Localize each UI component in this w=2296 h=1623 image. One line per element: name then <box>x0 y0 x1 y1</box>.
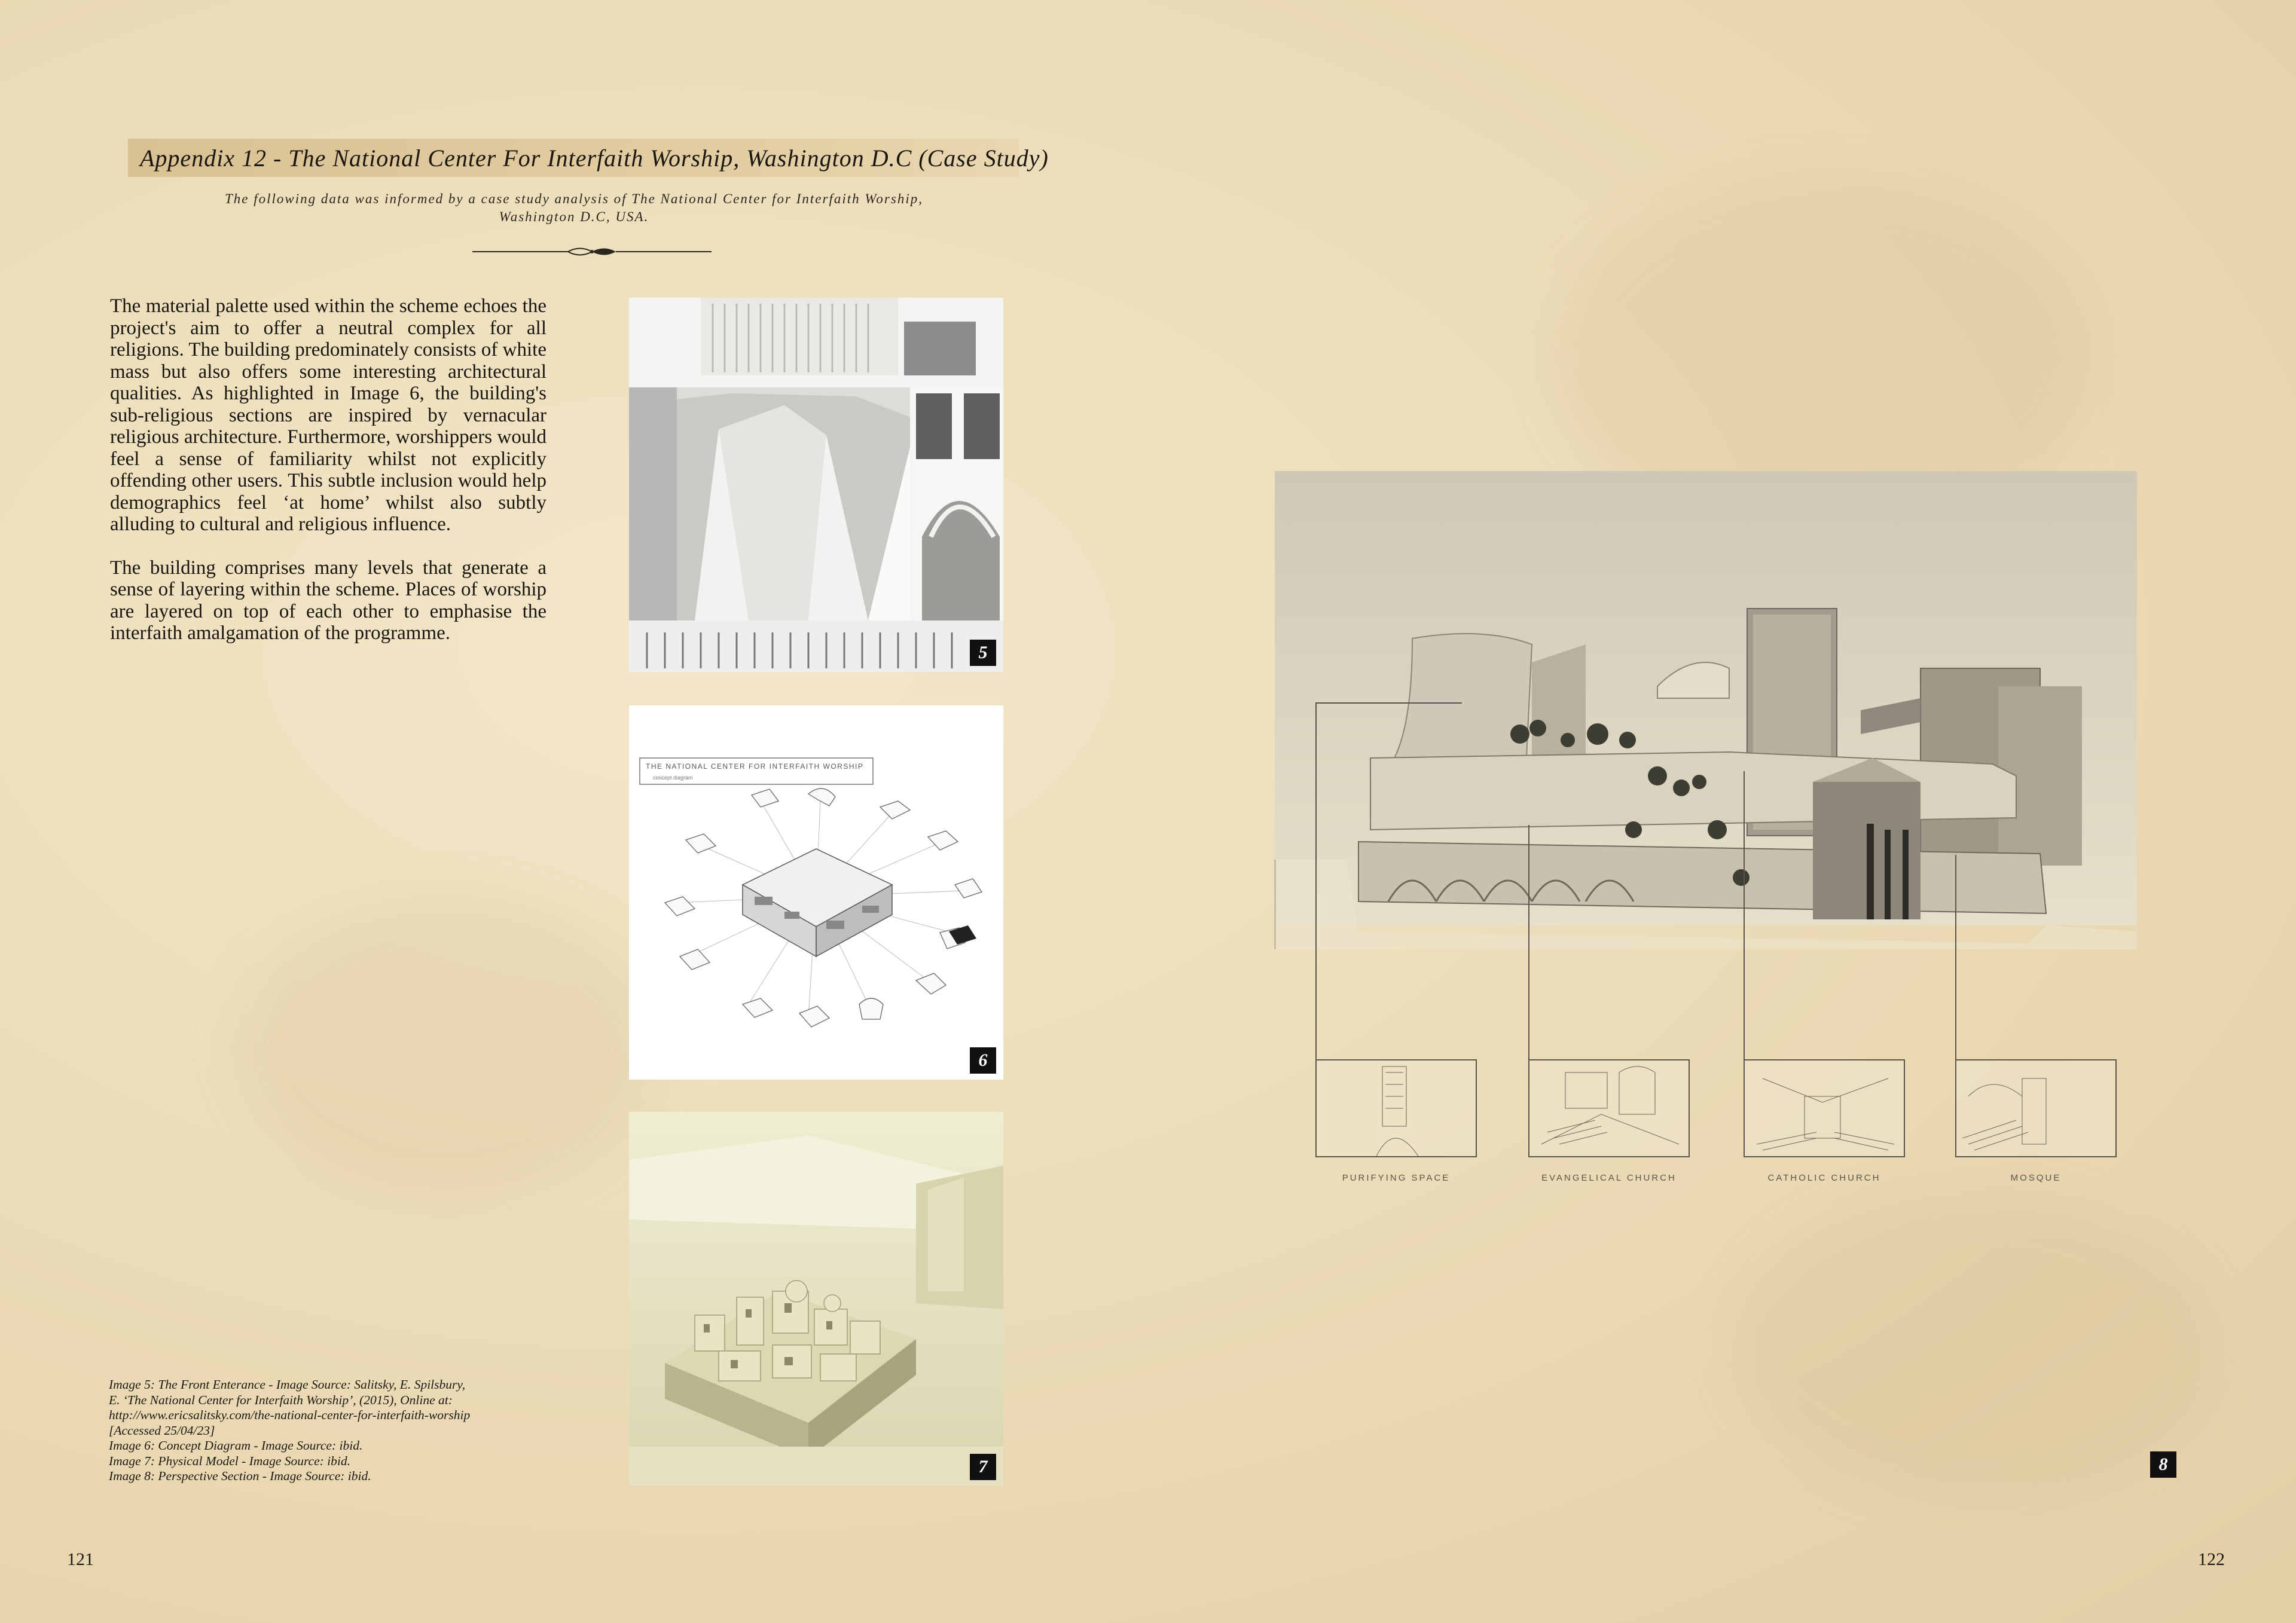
leader-line <box>1744 771 1745 1060</box>
caption-line: [Accessed 25/04/23] <box>109 1423 215 1438</box>
image-6-concept-diagram <box>629 705 1003 1080</box>
concept-diagram-drawing <box>629 705 1003 1080</box>
front-entrance-render <box>629 298 1003 672</box>
label-mosque: MOSQUE <box>2010 1173 2062 1183</box>
caption-line: Image 8: Perspective Section - Image Source: ibid. <box>109 1469 371 1483</box>
image-6-badge: 6 <box>970 1047 996 1074</box>
purifying-space-sketch <box>1317 1060 1476 1156</box>
caption-line: Image 6: Concept Diagram - Image Source: ibid. <box>109 1438 363 1453</box>
ornament-divider <box>472 245 712 258</box>
image-5-front-entrance <box>629 298 1003 672</box>
room-purifying-space <box>1315 1059 1477 1157</box>
mosque-sketch <box>1956 1060 2115 1156</box>
leader-line <box>1528 825 1529 1060</box>
image-7-physical-model <box>629 1112 1003 1486</box>
leader-line <box>1315 702 1317 1060</box>
caption-line: Image 7: Physical Model - Image Source: ibid. <box>109 1453 350 1468</box>
room-catholic-church <box>1744 1059 1905 1157</box>
leader-line <box>1315 702 1462 704</box>
room-evangelical-church <box>1528 1059 1690 1157</box>
leader-line <box>1955 855 1956 1060</box>
paragraph-material-palette: The material palette used within the scheme echoes the project's aim to offer a neutral complex for all religions. The building predominately consists of white mass but also offers some interesting architectural qualities. As highlighted in Image 6, the building's sub-religious sections are inspired by vernacular religious architecture. Furthermore, worshippers would feel a sense of familiarity whilst not explicitly offending other users. This subtle inclusion would help demographics feel ‘at home’ whilst also subtly alluding to cultural and religious influence. <box>110 295 546 535</box>
perspective-section-render <box>1275 471 2137 949</box>
label-catholic-church: CATHOLIC CHURCH <box>1767 1173 1881 1183</box>
image-captions <box>109 1377 563 1484</box>
evangelical-church-sketch <box>1529 1060 1689 1156</box>
image-8-badge: 8 <box>2150 1451 2176 1478</box>
caption-line: http://www.ericsalitsky.com/the-national-center-for-interfaith-worship <box>109 1408 471 1422</box>
page-number-right: 122 <box>2198 1549 2225 1569</box>
paragraph-layering: The building comprises many levels that generate a sense of layering within the scheme. Places of worship are layered on top of each other to emphasise the interfaith amalgamation of the programme. <box>110 557 546 644</box>
diagram-subtitle: concept diagram <box>653 775 693 781</box>
catholic-church-sketch <box>1745 1060 1904 1156</box>
page-number-left: 121 <box>67 1549 94 1569</box>
caption-line: E. ‘The National Center for Interfaith Worship’, (2015), Online at: <box>109 1392 453 1407</box>
label-purifying-space: PURIFYING SPACE <box>1342 1173 1451 1183</box>
image-7-badge: 7 <box>970 1454 996 1480</box>
diagram-title: THE NATIONAL CENTER FOR INTERFAITH WORSHIP <box>646 762 864 771</box>
physical-model-photo <box>629 1112 1003 1486</box>
appendix-title: Appendix 12 - The National Center For Interfaith Worship, Washington D.C (Case Study) <box>128 139 1019 177</box>
image-5-badge: 5 <box>970 640 996 666</box>
image-8-perspective-section <box>1275 471 2137 949</box>
label-evangelical-church: EVANGELICAL CHURCH <box>1541 1173 1677 1183</box>
case-study-subtitle: The following data was informed by a case study analysis of The National Center for Interfaith Worship, Washington D.C, USA. <box>225 191 923 224</box>
body-text <box>110 295 546 666</box>
room-mosque <box>1955 1059 2117 1157</box>
caption-line: Image 5: The Front Enterance - Image Source: Salitsky, E. Spilsbury, <box>109 1377 466 1392</box>
